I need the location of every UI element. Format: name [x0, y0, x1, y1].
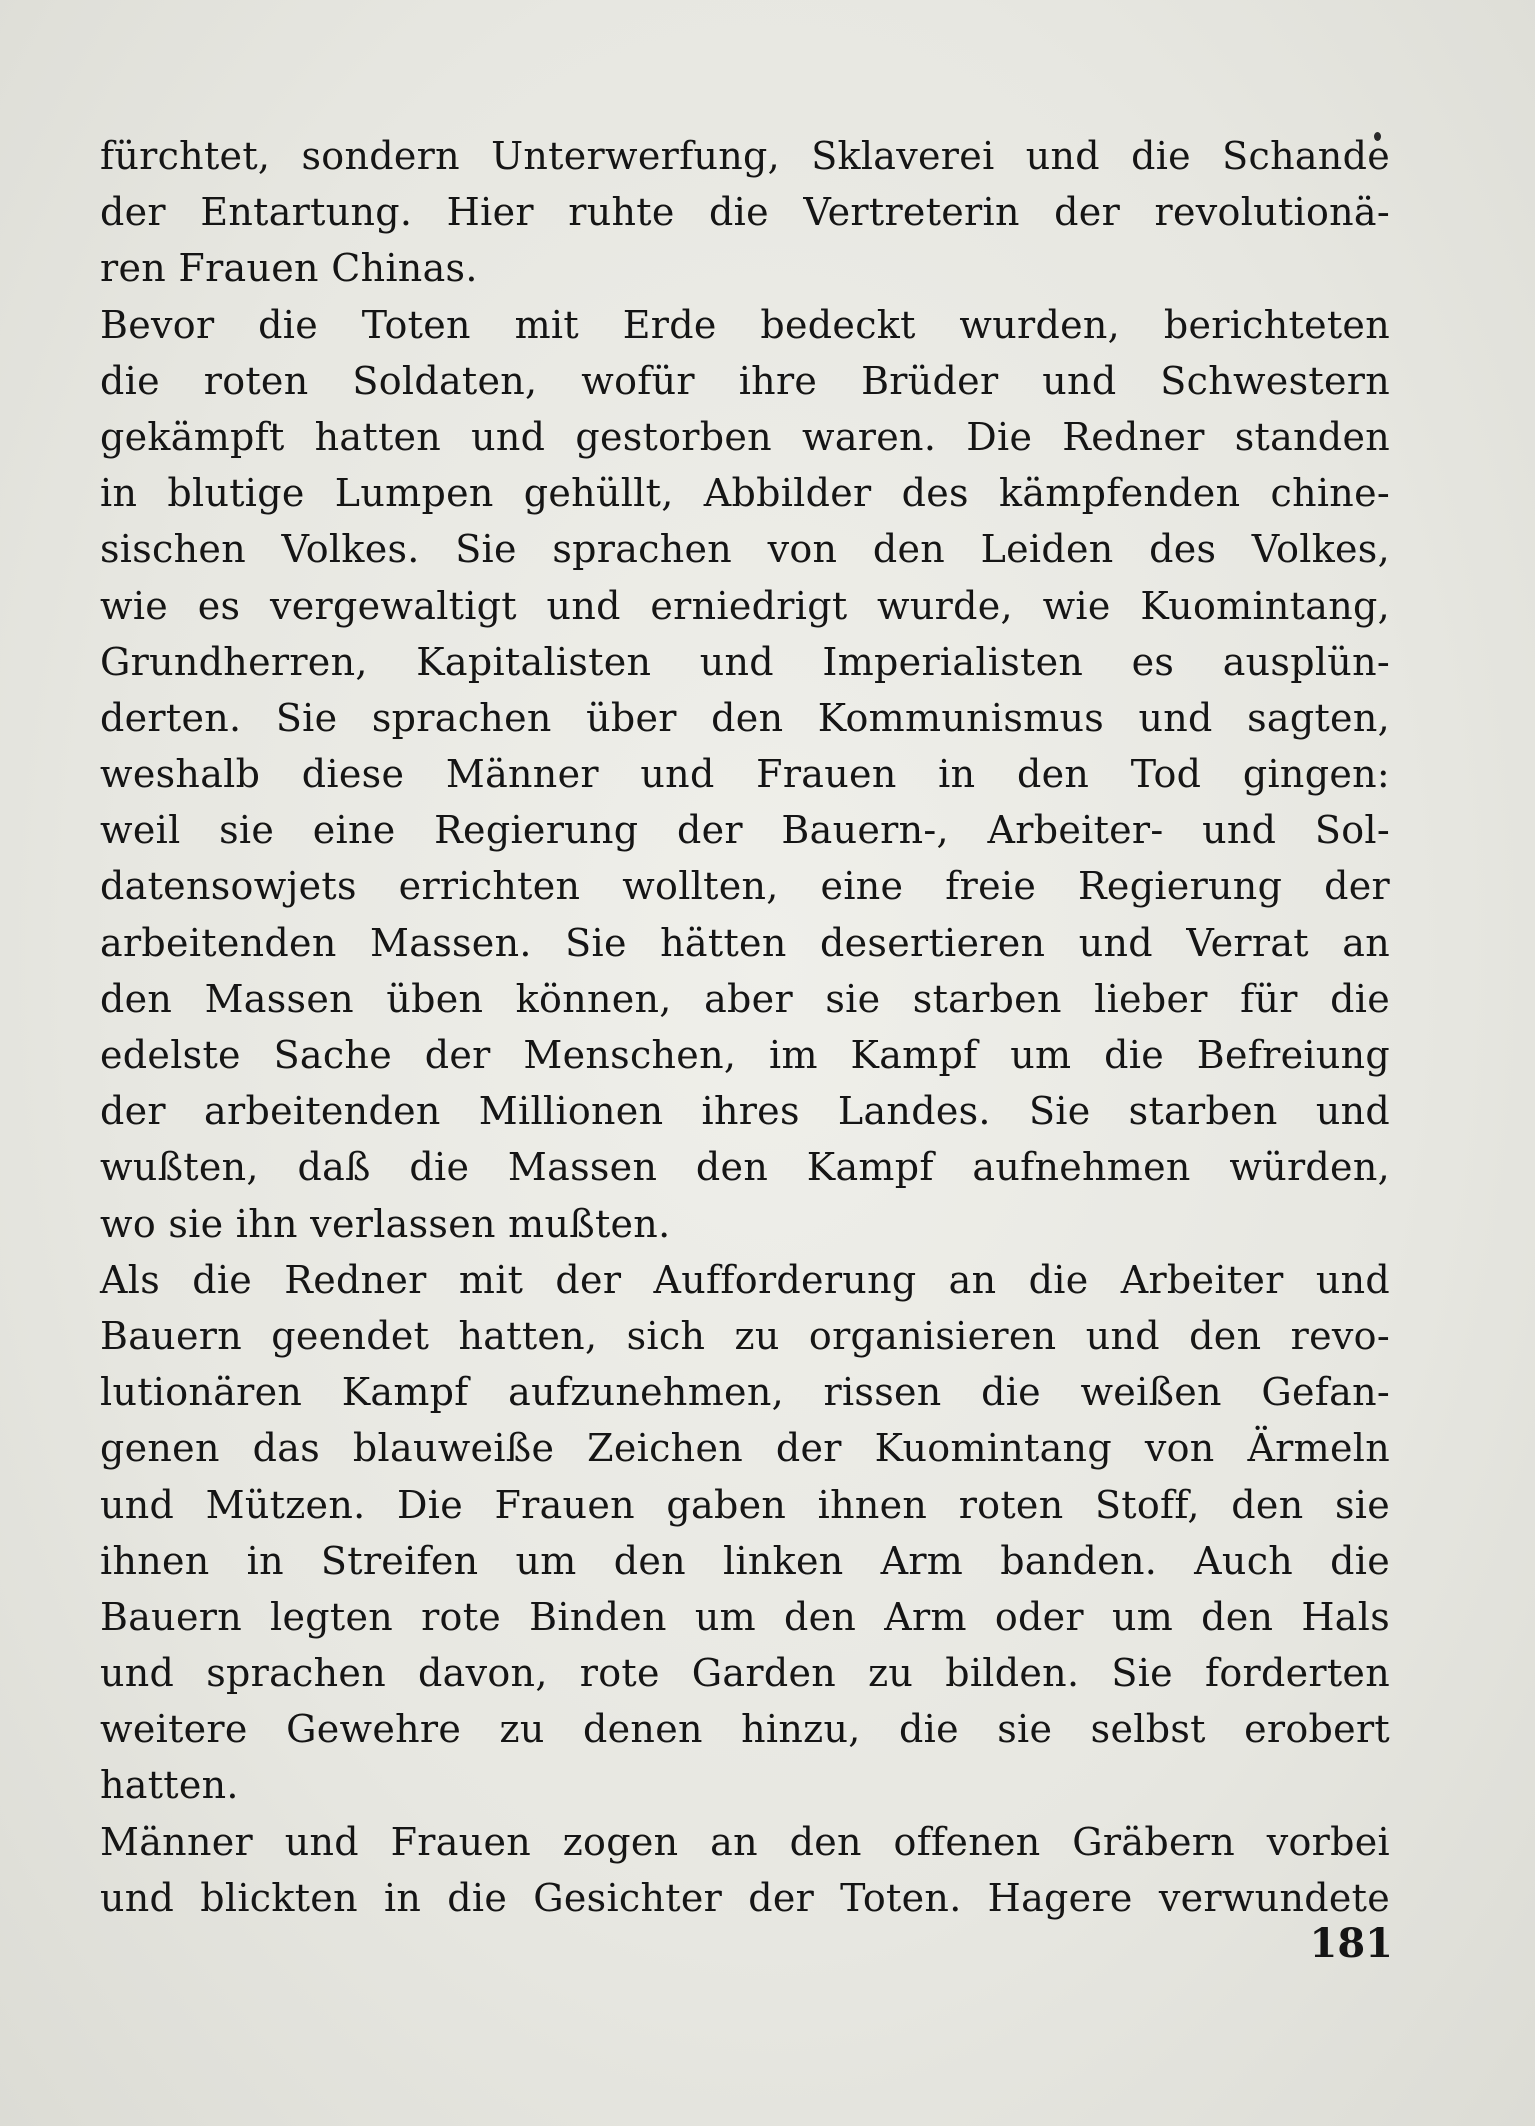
- text-line: gekämpft hatten und gestorben waren. Die Redner standen: [100, 414, 1390, 459]
- text-line: wo sie ihn verlassen mußten.: [100, 1201, 671, 1246]
- page-number: 181: [1309, 1920, 1393, 1967]
- text-line: Männer und Frauen zogen an den offenen Gräbern vorbei: [100, 1819, 1390, 1864]
- text-line: derten. Sie sprachen über den Kommunismus und sagten,: [100, 695, 1390, 740]
- text-line: ihnen in Streifen um den linken Arm banden. Auch die: [100, 1538, 1390, 1583]
- text-line: hatten.: [100, 1763, 239, 1808]
- text-line: Als die Redner mit der Aufforderung an die Arbeiter und: [100, 1257, 1390, 1302]
- text-line: wußten, daß die Massen den Kampf aufnehmen würden,: [100, 1145, 1390, 1190]
- text-line: weil sie eine Regierung der Bauern-, Arbeiter- und Sol-: [100, 808, 1390, 853]
- text-line: edelste Sache der Menschen, im Kampf um die Befreiung: [100, 1033, 1390, 1077]
- text-line: Bauern geendet hatten, sich zu organisieren und den revo-: [100, 1313, 1390, 1358]
- text-line: weitere Gewehre zu denen hinzu, die sie selbst erobert: [100, 1707, 1390, 1752]
- text-line: genen das blauweiße Zeichen der Kuomintang von Ärmeln: [100, 1426, 1390, 1471]
- text-line: und Mützen. Die Frauen gaben ihnen roten Stoff, den sie: [100, 1482, 1390, 1527]
- text-line: datensowjets errichten wollten, eine freie Regierung der: [100, 864, 1390, 909]
- text-line: fürchtet, sondern Unterwerfung, Sklaverei und die Schande: [100, 134, 1390, 178]
- text-line: wie es vergewaltigt und erniedrigt wurde, wie Kuomintang,: [100, 583, 1390, 628]
- text-line: sischen Volkes. Sie sprachen von den Leiden des Volkes,: [100, 527, 1390, 572]
- text-line: weshalb diese Männer und Frauen in den Tod gingen:: [100, 752, 1390, 797]
- text-line: ren Frauen Chinas.: [100, 246, 478, 291]
- text-line: und sprachen davon, rote Garden zu bilden. Sie forderten: [100, 1651, 1390, 1696]
- body-text: [100, 128, 1390, 1926]
- text-line: arbeitenden Massen. Sie hätten desertieren und Verrat an: [100, 920, 1390, 965]
- text-line: die roten Soldaten, wofür ihre Brüder und Schwestern: [100, 358, 1390, 403]
- text-line: in blutige Lumpen gehüllt, Abbilder des kämpfenden chine-: [100, 471, 1390, 516]
- text-line: Grundherren, Kapitalisten und Imperialisten es ausplün-: [100, 639, 1390, 684]
- text-line: den Massen üben können, aber sie starben lieber für die: [100, 976, 1390, 1021]
- text-line: lutionären Kampf aufzunehmen, rissen die weißen Gefan-: [100, 1370, 1390, 1415]
- text-line: Bevor die Toten mit Erde bedeckt wurden, berichteten: [100, 302, 1390, 347]
- text-line: der arbeitenden Millionen ihres Landes. Sie starben und: [100, 1089, 1390, 1134]
- text-line: Bauern legten rote Binden um den Arm oder um den Hals: [100, 1594, 1390, 1639]
- text-line: der Entartung. Hier ruhte die Vertreterin der revolutionä-: [100, 190, 1390, 235]
- text-line: und blickten in die Gesichter der Toten. Hagere verwundete: [100, 1875, 1390, 1920]
